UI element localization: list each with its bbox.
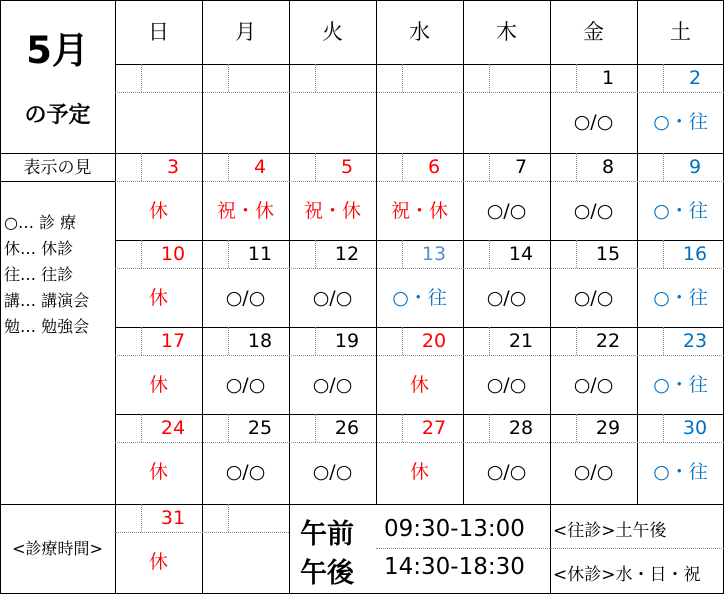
day-status: ○/○ (573, 200, 614, 222)
pm-hours: 14:30-18:30 (384, 554, 525, 580)
dotted-line (141, 64, 142, 92)
day-number: 8 (601, 156, 615, 178)
day-status: ○・往 (392, 287, 447, 309)
closed-note: <休診>水・日・祝 (553, 565, 701, 585)
day-number (496, 64, 546, 93)
day-status: ○・往 (653, 111, 708, 133)
dotted-line (402, 327, 403, 355)
day-status: 休 (409, 374, 429, 396)
dotted-line (315, 153, 316, 181)
weekday-wed: 水 (409, 20, 430, 44)
dotted-line (489, 153, 490, 181)
day-status (202, 533, 289, 591)
dotted-line (402, 414, 403, 442)
weekday-sat: 土 (670, 20, 691, 44)
schedule-subtitle: の予定 (24, 103, 91, 128)
day-number: 29 (595, 417, 621, 439)
legend-item-visit: 往… 往診 (4, 265, 74, 284)
day-status: 休 (148, 461, 168, 483)
day-number: 30 (682, 417, 708, 439)
legend-item-closed: 休… 休診 (4, 239, 74, 258)
day-number: 12 (334, 243, 360, 265)
dotted-line (576, 64, 577, 92)
day-number: 22 (595, 330, 621, 352)
day-status: ○・往 (653, 287, 708, 309)
dotted-line (576, 153, 577, 181)
day-status: ○/○ (486, 200, 527, 222)
day-status: ○/○ (312, 461, 353, 483)
day-status (376, 93, 463, 151)
legend-item-lecture: 講… 講演会 (4, 291, 90, 310)
day-number: 5 (340, 156, 354, 178)
day-number: 26 (334, 417, 360, 439)
dotted-line (228, 327, 229, 355)
day-status: 祝・休 (390, 200, 448, 222)
dotted-line (576, 327, 577, 355)
grid-line (202, 0, 203, 504)
day-number: 4 (253, 156, 267, 178)
grid-line (0, 504, 724, 505)
month-title: 5月 (26, 29, 89, 72)
grid-line (550, 504, 551, 594)
dotted-line (663, 153, 664, 181)
day-number: 1 (601, 67, 615, 89)
day-number: 6 (427, 156, 441, 178)
dotted-line (576, 414, 577, 442)
day-number: 25 (247, 417, 273, 439)
day-status (202, 93, 289, 151)
day-number: 19 (334, 330, 360, 352)
day-status: ○/○ (225, 287, 266, 309)
day-number: 31 (160, 507, 186, 529)
day-status: 休 (409, 461, 429, 483)
day-number: 10 (160, 243, 186, 265)
day-status: ○/○ (486, 287, 527, 309)
weekday-sun: 日 (148, 20, 169, 44)
day-status: 休 (148, 200, 168, 222)
day-status: 休 (148, 287, 168, 309)
visit-note: <往診>土午後 (553, 521, 667, 541)
day-number: 27 (421, 417, 447, 439)
dotted-line (141, 240, 142, 268)
day-number: 23 (682, 330, 708, 352)
dotted-line (315, 64, 316, 92)
day-number: 24 (160, 417, 186, 439)
dotted-line (663, 414, 664, 442)
day-status: ○/○ (312, 374, 353, 396)
day-status: 祝・休 (216, 200, 274, 222)
day-status (463, 93, 550, 151)
day-number: 9 (688, 156, 702, 178)
dotted-line (141, 327, 142, 355)
dotted-line (376, 548, 550, 549)
day-status: ○/○ (225, 461, 266, 483)
dotted-line (663, 327, 664, 355)
day-status: 休 (148, 551, 168, 573)
dotted-line (402, 240, 403, 268)
day-status: ○/○ (573, 287, 614, 309)
grid-line (0, 181, 115, 182)
day-number: 15 (595, 243, 621, 265)
dotted-line (141, 504, 142, 532)
day-number (409, 64, 459, 93)
dotted-line (228, 414, 229, 442)
am-label: 午前 (300, 519, 354, 550)
day-number: 3 (166, 156, 180, 178)
am-hours: 09:30-13:00 (384, 516, 525, 542)
day-number: 17 (160, 330, 186, 352)
grid-line (637, 0, 638, 504)
day-status: ○/○ (486, 461, 527, 483)
day-number: 14 (508, 243, 534, 265)
grid-line (289, 504, 290, 594)
dotted-line (228, 153, 229, 181)
weekday-tue: 火 (322, 20, 343, 44)
day-status: ○・往 (653, 461, 708, 483)
weekday-fri: 金 (583, 20, 604, 44)
day-number: 20 (421, 330, 447, 352)
dotted-line (550, 548, 724, 549)
day-status: ○/○ (573, 111, 614, 133)
dotted-line (141, 153, 142, 181)
dotted-line (576, 240, 577, 268)
dotted-line (489, 64, 490, 92)
dotted-line (315, 414, 316, 442)
hours-label: <診療時間> (12, 539, 103, 558)
dotted-line (489, 240, 490, 268)
day-number (148, 64, 198, 93)
grid-line (289, 0, 290, 504)
day-number (235, 504, 285, 533)
dotted-line (489, 414, 490, 442)
day-status: 祝・休 (303, 200, 361, 222)
dotted-line (402, 64, 403, 92)
day-status: ○/○ (225, 374, 266, 396)
day-status: ○/○ (486, 374, 527, 396)
day-status (289, 93, 376, 151)
day-number (322, 64, 372, 93)
legend-heading: 表示の見 (23, 158, 92, 178)
grid-line (376, 0, 377, 504)
day-status: 休 (148, 374, 168, 396)
day-status: ○/○ (573, 374, 614, 396)
dotted-line (315, 327, 316, 355)
weekday-thu: 木 (496, 20, 517, 44)
day-status: ○/○ (573, 461, 614, 483)
day-number: 28 (508, 417, 534, 439)
day-number: 2 (688, 67, 702, 89)
day-number: 7 (514, 156, 528, 178)
pm-label: 午後 (300, 558, 354, 589)
day-status (115, 93, 202, 151)
legend-item-consult: ○… 診 療 (4, 213, 77, 232)
grid-line (0, 593, 724, 594)
dotted-line (315, 240, 316, 268)
dotted-line (228, 240, 229, 268)
weekday-mon: 月 (235, 20, 256, 44)
grid-line (0, 0, 724, 1)
grid-line (550, 0, 551, 504)
dotted-line (141, 414, 142, 442)
dotted-line (663, 64, 664, 92)
day-number: 21 (508, 330, 534, 352)
dotted-line (228, 64, 229, 92)
day-number: 11 (247, 243, 273, 265)
day-number: 13 (421, 243, 447, 265)
dotted-line (663, 240, 664, 268)
dotted-line (402, 153, 403, 181)
day-number: 18 (247, 330, 273, 352)
day-number (235, 64, 285, 93)
day-status: ○・往 (653, 200, 708, 222)
day-status: ○・往 (653, 374, 708, 396)
day-number: 16 (682, 243, 708, 265)
dotted-line (228, 504, 229, 532)
grid-line (463, 0, 464, 504)
dotted-line (489, 327, 490, 355)
legend-item-study: 勉… 勉強会 (4, 317, 90, 336)
day-status: ○/○ (312, 287, 353, 309)
